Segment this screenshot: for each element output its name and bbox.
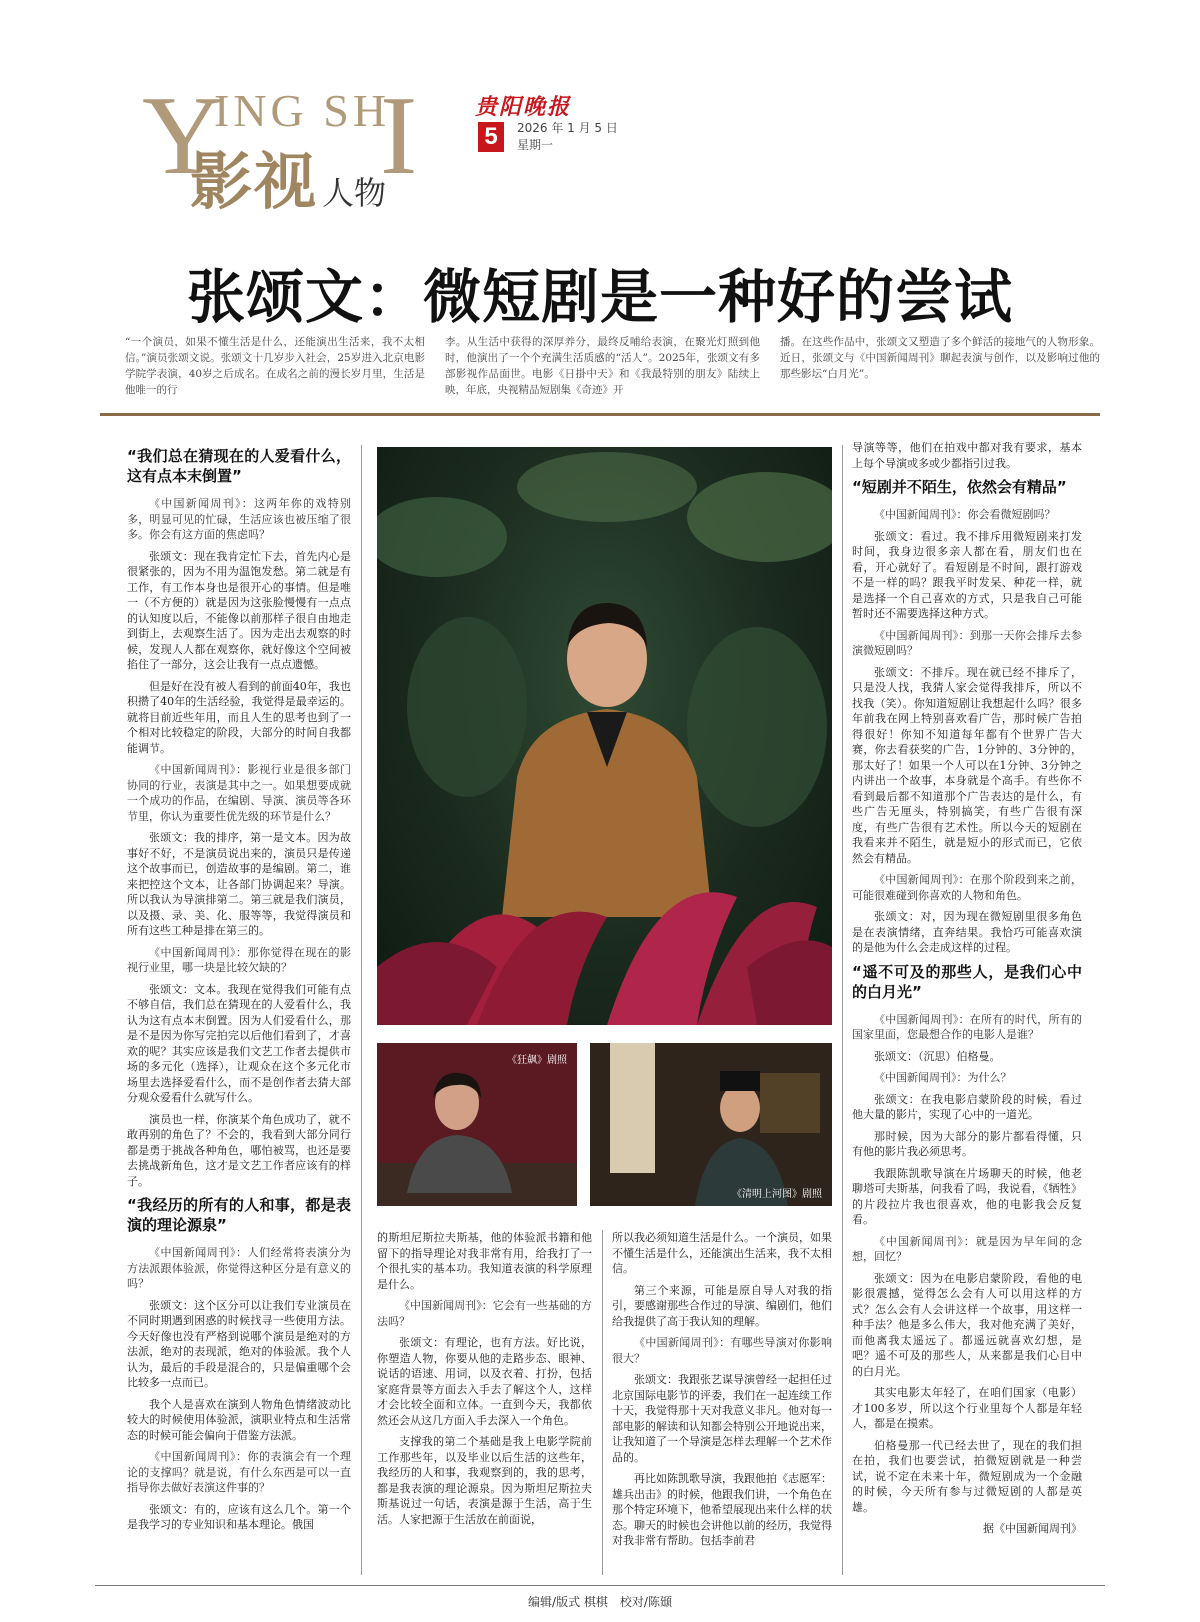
paragraph: 张颂文：看过。我不排斥用微短剧来打发时间，我身边很多亲人都在看，朋友们也在看，开心就好了。看短剧是不时间，跟打游戏不是一样的吗？跟我平时发呆、种花一样，就是选择一个自己喜欢的方式，只是我自己可能暂时还不需要选择这种方式。 [852,529,1082,620]
paragraph: 《中国新闻周刊》：你的表演会有一个理论的支撑吗？就是说，有什么东西是可以一直指导你去做好表演这件事的？ [127,1450,351,1494]
paragraph: 《中国新闻周刊》：就是因为早年间的念想，回忆？ [852,1234,1082,1263]
paragraph: 张颂文：对，因为现在微短剧里很多角色是在表演情绪，直奔结果。我恰巧可能喜欢演的是他为什么会走成这样的过程。 [852,910,1082,954]
subhead-4: “遥不可及的那些人，是我们心中的白月光” [852,962,1082,1001]
paragraph: 所以我必须知道生活是什么。一个演员，如果不懂生活是什么，还能演出生活来，我不太相信。 [612,1231,832,1275]
paragraph: 张颂文：现在我肯定忙下去，首先内心是很紧张的，因为不用为温饱发愁。第二就是有工作，有工作本身也是很开心的事情。但是唯一（不方便的）就是因为这张脸慢慢有一点点的认知度以后，不能像以前那样子很自由地走到街上，去观察生活了。因为走出去观察的时候，发现人人都在观察你，就好像这个空间被掐住了一部分，这会让我有一点点遗憾。 [127,549,351,671]
column-divider [842,445,843,1575]
paragraph: 导演等等，他们在拍戏中都对我有要求，基本上每个导演或多或少都指引过我。 [852,441,1082,470]
paragraph: 支撑我的第二个基础是我上电影学院前工作那些年，以及毕业以后生活的这些年，我经历的人和事，我观察到的，我的思考，都是我表演的理论源泉。因为斯坦尼斯拉夫斯基说过一句话，表演是源于生活，高于生活。人家把源于生活放在前面说， [377,1435,592,1526]
paragraph: 再比如陈凯歌导演，我跟他拍《志愿军：雄兵出击》的时候，他跟我们讲，一个角色在那个特定环境下，他希望展现出来什么样的状态。聊天的时候也会讲他以前的经历，我觉得对我非常有帮助。包括李前君 [612,1472,832,1547]
still-photo-right [590,1043,832,1206]
paragraph: 《中国新闻周刊》：到那一天你会排斥去参演微短剧吗？ [852,628,1082,657]
article-column-right [852,440,1082,1580]
paragraph: 张颂文：这个区分可以让我们专业演员在不同时期遇到困惑的时候找寻一些使用方法。今天好像也没有严格到说哪个演员是绝对的方法派，绝对的表现派，绝对的体验派。我个人认为，最后的手段是混合的，只是偏重哪个会比较多一点而已。 [127,1298,351,1389]
paragraph: 张颂文：有的，应该有这么几个。第一个是我学习的专业知识和基本理论。俄国 [127,1502,351,1531]
paragraph: 《中国新闻周刊》：这两年你的戏特别多，明显可见的忙碌，生活应该也被压缩了很多。你会有这方面的焦虑吗？ [127,497,351,541]
column-divider [361,445,362,1575]
still-illustration-right [590,1043,832,1206]
article-column-bottom-2 [612,1230,832,1575]
page-number-badge: 5 [478,122,504,152]
paragraph: 但是好在没有被人看到的前面40年，我也积攒了40年的生活经验，我觉得是最幸运的。就将目前近些年用，而且人生的思考也到了一个相对比较稳定的阶段，大部分的时间自我都能调节。 [127,679,351,755]
subhead-3: “短剧并不陌生，依然会有精品” [852,478,1067,496]
paragraph: 我个人是喜欢在演到人物角色情绪波动比较大的时候使用体验派，演职业特点和生活常态的时候可能会偏向于借鉴方法派。 [127,1397,351,1442]
paragraph: 《中国新闻周刊》：为什么？ [874,1071,1012,1084]
paragraph: 张颂文：有理论，也有方法。好比说，你塑造人物，你要从他的走路步态、眼神、说话的语速、用词，以及衣着、打扮，包括家庭背景等方面去入手去了解这个人，这样才会比较全面和立体。一直到今天，我都依然还会从这几方面入手去深入一个角色。 [377,1336,592,1427]
paragraph: 《中国新闻周刊》：有哪些导演对你影响很大？ [612,1336,832,1365]
caption-right: 《清明上河图》剧照 [732,1189,822,1200]
subhead-1: “我们总在猜现在的人爱看什么，这有点本末倒置” [127,447,351,485]
source-byline: 据《中国新闻周刊》 [983,1522,1082,1535]
paragraph: 演员也一样，你演某个角色成功了，就不敢再别的角色了？不会的，我看到大部分同行都是勇于挑战各种角色，哪怕被骂，也还是要去挑战新角色，这才是文艺工作者应该有的样子。 [127,1112,351,1188]
still-photo-left [377,1043,577,1206]
paragraph: 张颂文：不排斥。现在就已经不排斥了，只是没人找，我猜人家会觉得我排斥，所以不找我（笑）。你知道短剧让我想起什么吗？很多年前我在网上特别喜欢看广告，那时候广告拍得很好！你知不知道每年都有个世界广告大赛，你去看获奖的广告，1分钟的、3分钟的，那太好了！如果一个人可以在1分钟、3分钟之内讲出一个故事，本身就是个高手。有些你不看到最后都不知道那个广告表达的是什么，有些广告无厘头，特别搞笑，有些广告很有深度，有些广告很有艺术性。所以今天的短剧在我看来并不陌生，就是短小的形式而已，它依然会有精品。 [852,665,1082,865]
main-photo [377,447,832,1025]
issue-date-text: 2026 年 1 月 5 日 [517,121,618,135]
paragraph: 《中国新闻周刊》：在那个阶段到来之前，可能很难碰到你喜欢的人物和角色。 [852,873,1082,902]
masthead-letter-y: Y [142,74,225,198]
issue-weekday: 星期一 [517,138,554,152]
paragraph: 《中国新闻周刊》：你会看微短剧吗？ [874,508,1056,521]
still-illustration-left [377,1043,577,1206]
footer-divider [95,1585,1105,1586]
issue-date [517,120,618,154]
paragraph: 《中国新闻周刊》：那你觉得在现在的影视行业里，哪一块是比较欠缺的？ [127,945,351,974]
paragraph: 张颂文：因为在电影启蒙阶段，看他的电影很震撼，觉得怎么会有人可以用这样的方式？怎么会有人会讲这样一个故事，用这样一种手法？他是多么伟大，我对他充满了美好，而他离我太遥远了。都遥远就喜欢幻想，是吧？遥不可及的那些人，从来都是我们心目中的白月光。 [852,1271,1082,1378]
newspaper-name: 贵阳晚报 [475,94,572,120]
paragraph: 第三个来源，可能是原自导人对我的指引，要感谢那些合作过的导演、编剧们，他们给我提供了高于我认知的理解。 [612,1283,832,1328]
caption-left: 《狂飙》剧照 [507,1055,567,1066]
headline: 张颂文：微短剧是一种好的尝试 [186,263,1013,331]
lead-column-1: “一个演员，如果不懂生活是什么，还能演出生活来，我不太相信。”演员张颂文说。张颂文十几岁步入社会，25岁进入北京电影学院学表演，40岁之后成名。在成名之前的漫长岁月里，生活是他唯一的行 [125,336,425,396]
paragraph: 《中国新闻周刊》：在所有的时代，所有的国家里面，您最想合作的电影人是谁？ [852,1012,1082,1041]
lead-column-3: 播。在这些作品中，张颂文又塑造了多个鲜活的接地气的人物形象。近日，张颂文与《中国新闻周刊》聊起表演与创作，以及影响过他的那些影坛“白月光”。 [780,336,1100,380]
lead-divider [100,413,1100,416]
subhead-2: “我经历的所有的人和事，都是表演的理论源泉” [127,1196,351,1234]
paragraph: 伯格曼那一代已经去世了，现在的我们担在拍，我们也要尝试，拍微短剧就是一种尝试，说不定在未来十年，微短剧成为一个金融的时候，今天所有参与过微短剧的人都是英雄。 [852,1438,1082,1514]
column-divider [602,1230,603,1575]
portrait-illustration [377,447,832,1025]
paragraph: 张颂文：文本。我现在觉得我们可能有点不够自信，我们总在猜现在的人爱看什么，我认为这有点本末倒置。因为人们爱看什么，那是不是因为你写完拍完以后他们看到了，才喜欢的呢？其实应该是我们文艺工作者去提供市场的多元化（选择），让观众在这个多元化市场里去选择爱看什么，而不是创作者去猜大部分观众爱看什么就写什么。 [127,982,351,1104]
article-column-left [127,440,351,1575]
paragraph: 的斯坦尼斯拉夫斯基，他的体验派书籍和他留下的指导理论对我非常有用，给我打了一个很扎实的基本功。我知道表演的科学原理是什么。 [377,1231,592,1291]
paragraph: 张颂文：我的排序，第一是文本。因为故事好不好，不是演员说出来的，演员只是传递这个故事而已，创造故事的是编剧。第二，谁来把控这个文本，让各部门协调起来？导演。所以我认为导演排第二。第三就是我们演员，以及摄、录、美、化、服等等，我觉得演员和所有这些工种是排在第三的。 [127,831,351,937]
lead-column-2: 李。从生活中获得的深厚养分，最终反哺给表演，在聚光灯照到他时，他演出了一个个充满生活质感的“活人”。2025年，张颂文有多部影视作品面世。电影《日掛中天》和《我最特别的朋友》陆续上映，年底，央视精品短剧集《奇迹》开 [445,336,760,396]
article-column-bottom-1 [377,1230,592,1575]
section-title: 影视 [190,145,319,218]
paragraph: 《中国新闻周刊》：它会有一些基础的方法吗？ [377,1299,592,1328]
paragraph: 张颂文：我跟张艺谋导演曾经一起担任过北京国际电影节的评委，我们在一起连续工作十天，我觉得那十天对我意义非凡。他对每一部电影的解读和认知都会特别公开地说出来，让我知道了一个导演是怎样去理解一个艺术作品的。 [612,1373,832,1464]
editor-credits: 编辑/版式 棋棋 校对/陈颋 [528,1595,672,1609]
subsection-title: 人物 [322,174,387,212]
paragraph: 其实电影太年轻了，在咱们国家（电影）才100多岁，所以这个行业里每个人都是年轻人，都是在摸索。 [852,1386,1082,1430]
paragraph: 《中国新闻周刊》：影视行业是很多部门协同的行业，表演是其中之一。如果想要成就一个成功的作品，在编剧、导演、演员等各环节里，你认为重要性优先级的环节是什么？ [127,763,351,823]
paragraph: 张颂文：（沉思）伯格曼。 [874,1049,1001,1063]
paragraph: 那时候，因为大部分的影片都看得懂，只有他的影片我必须思考。 [852,1129,1082,1158]
paragraph: 我跟陈凯歌导演在片场聊天的时候，他老聊塔可夫斯基，问我看了吗，我说看，《牺牲》的片段拉片我也很喜欢，他的电影我会反复看。 [852,1166,1082,1226]
masthead-letter-i: I [380,74,420,198]
paragraph: 《中国新闻周刊》：人们经常将表演分为方法派跟体验派，你觉得这种区分是有意义的吗？ [127,1246,351,1290]
paragraph: 张颂文：在我电影启蒙阶段的时候，看过他大量的影片，实现了心中的一道光。 [852,1092,1082,1121]
masthead-latin-rest: ING SH [214,85,391,136]
